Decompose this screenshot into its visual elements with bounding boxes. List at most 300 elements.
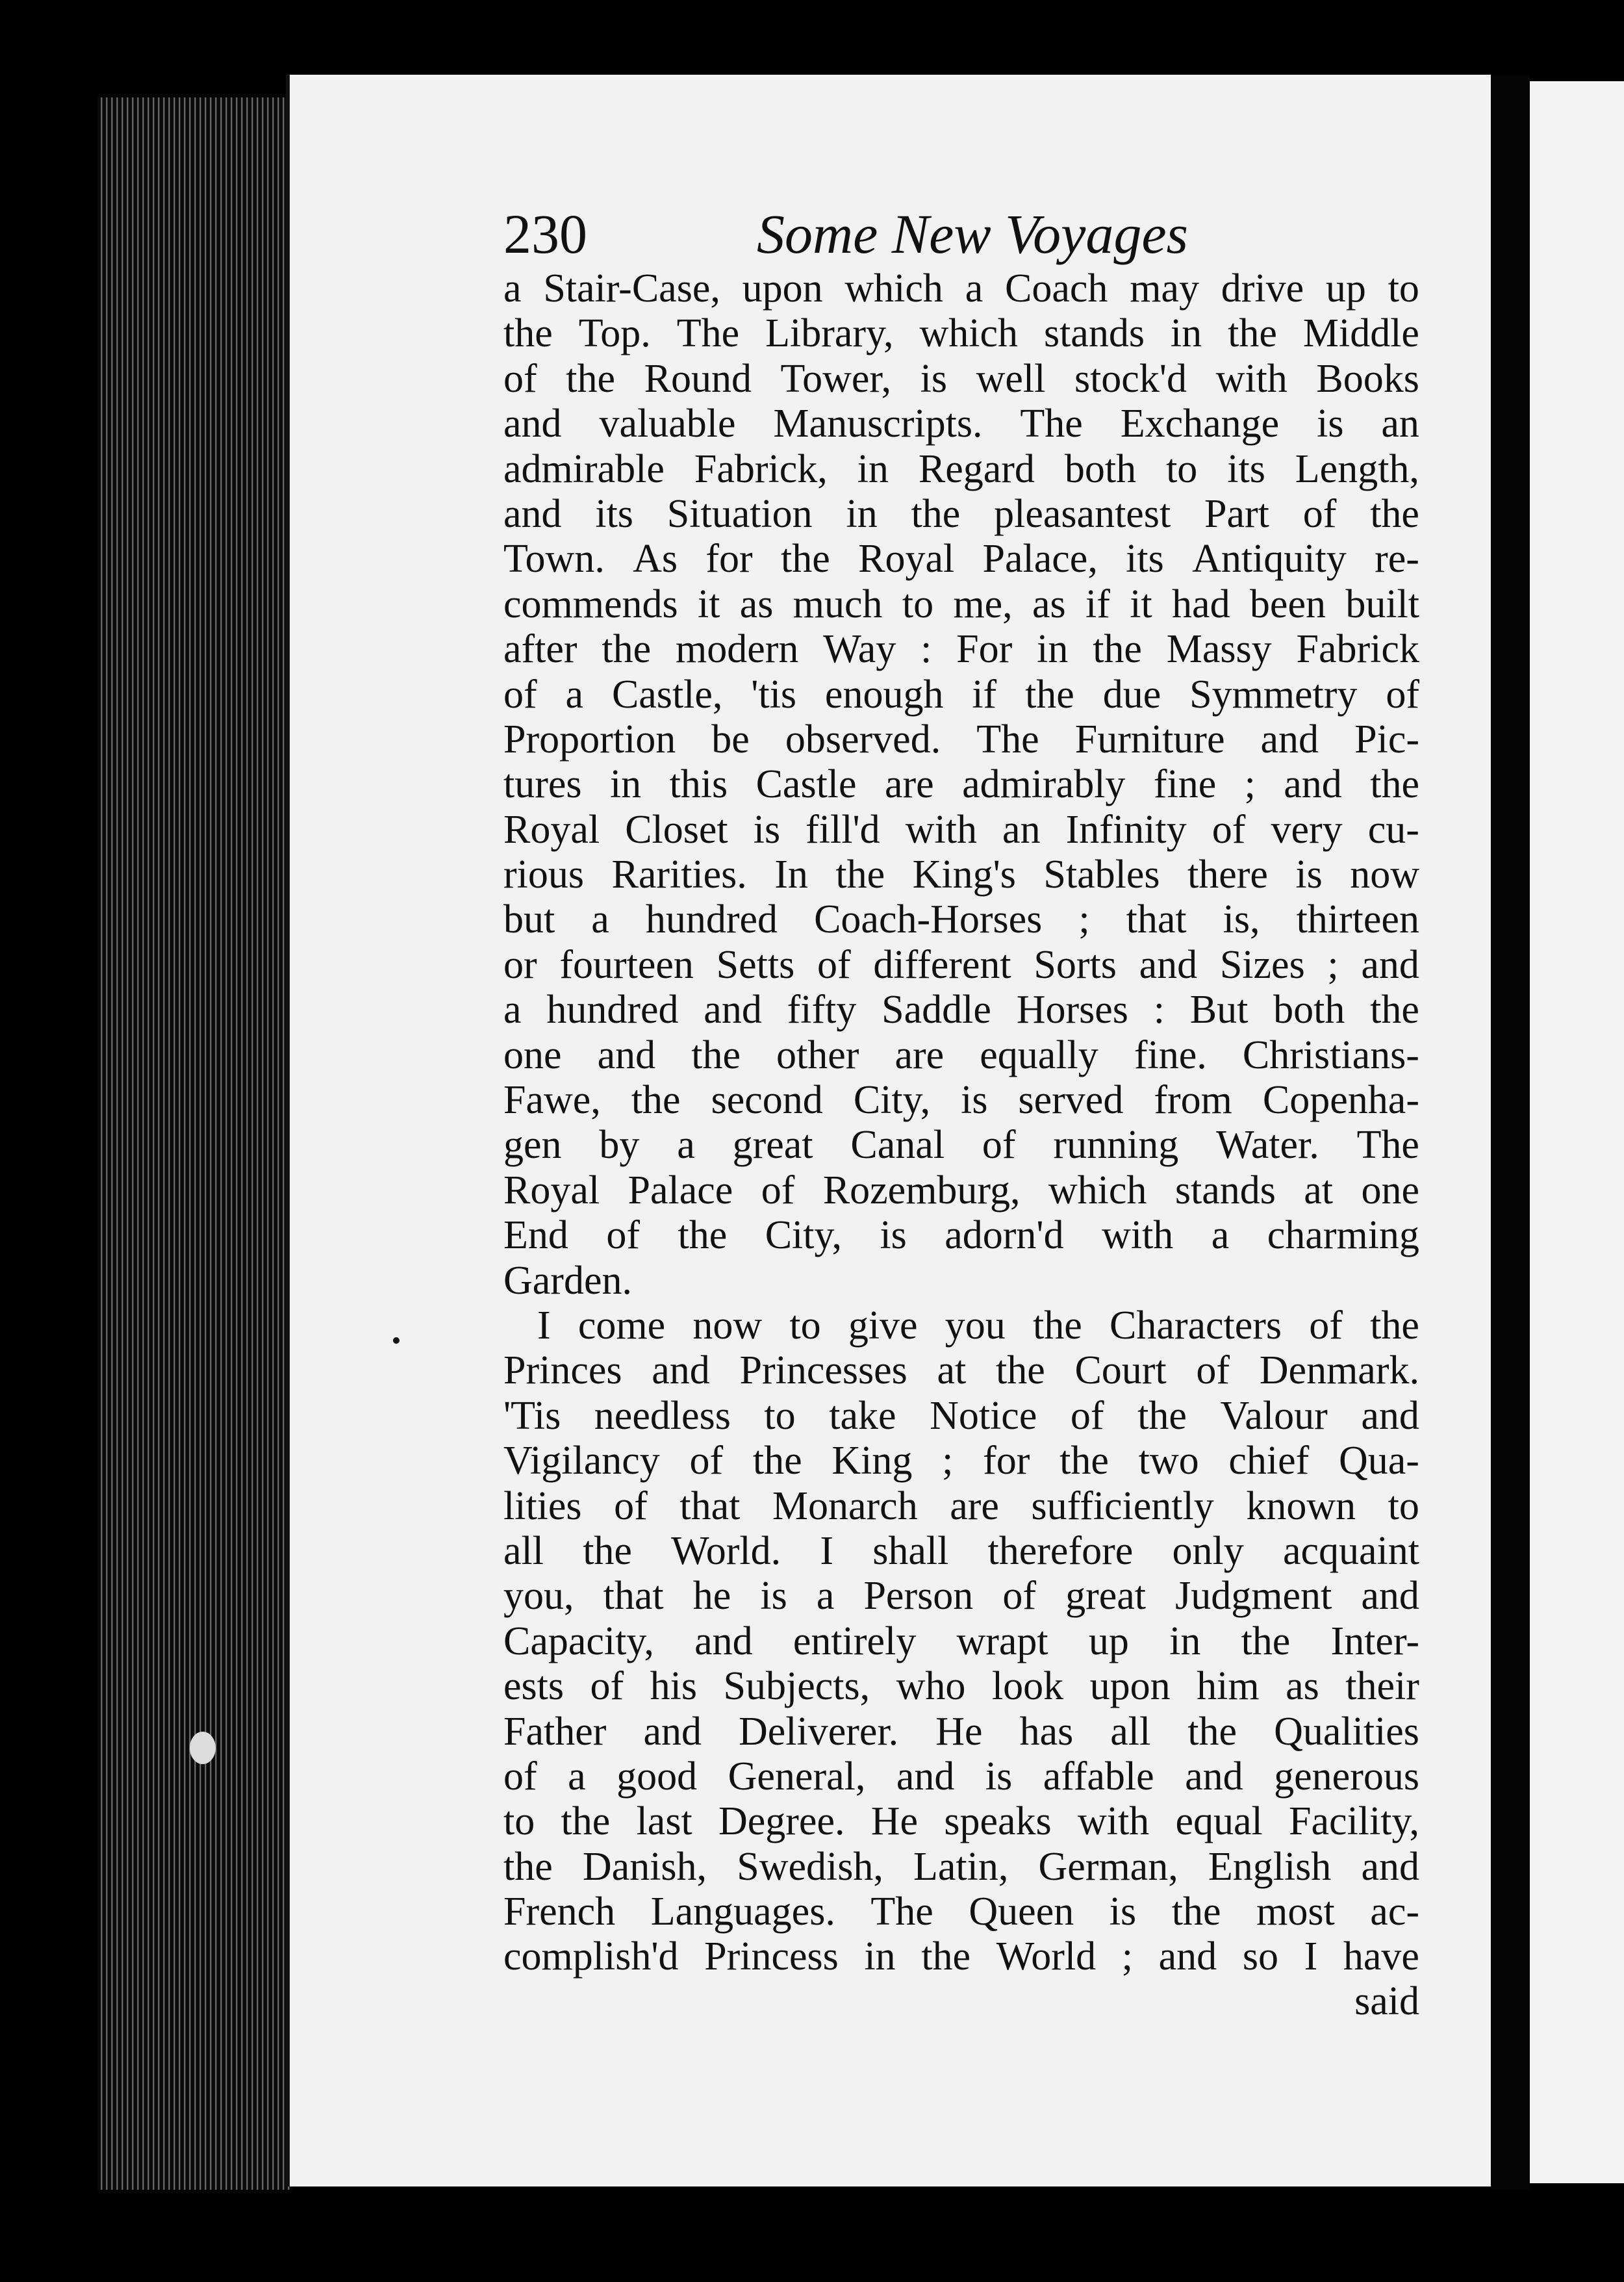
word: it xyxy=(1130,582,1152,626)
word: and xyxy=(1158,1934,1217,1979)
word: the xyxy=(995,1348,1045,1393)
word: Person xyxy=(863,1574,974,1619)
word: up xyxy=(1325,266,1366,311)
word: at xyxy=(1304,1168,1334,1212)
word: City, xyxy=(853,1078,931,1123)
word: Father xyxy=(503,1709,607,1754)
word: Castle xyxy=(755,762,857,807)
word: Characters xyxy=(1109,1303,1282,1348)
word: so xyxy=(1242,1934,1278,1979)
word: Princes xyxy=(503,1348,622,1393)
word: speaks xyxy=(944,1799,1052,1844)
word: Palace, xyxy=(982,537,1098,582)
word: and xyxy=(503,491,562,536)
word: Fawe, xyxy=(503,1078,601,1123)
word: up xyxy=(1088,1619,1129,1663)
word: the xyxy=(781,537,830,582)
word: it xyxy=(697,582,720,626)
word: the xyxy=(1093,627,1142,672)
word: and xyxy=(1260,717,1319,762)
word: I xyxy=(820,1528,833,1573)
word: their xyxy=(1345,1664,1419,1709)
word: great xyxy=(732,1123,813,1168)
word: modern xyxy=(675,627,799,672)
word: Middle xyxy=(1302,311,1419,356)
word: with xyxy=(1102,1213,1174,1258)
word: one xyxy=(503,1032,562,1077)
word: Court xyxy=(1074,1348,1167,1393)
word: equal xyxy=(1175,1799,1263,1844)
word: to xyxy=(902,582,934,626)
word: which xyxy=(844,266,943,311)
word: an xyxy=(1002,807,1041,852)
word: as xyxy=(1286,1664,1319,1709)
word: for xyxy=(705,537,753,582)
word: that xyxy=(1126,897,1187,942)
word: observed. xyxy=(785,717,941,762)
word: the xyxy=(678,1213,728,1258)
word: after xyxy=(503,627,577,672)
word: He xyxy=(935,1709,983,1754)
word: Furniture xyxy=(1074,717,1225,762)
word: which xyxy=(1048,1168,1147,1212)
word: with xyxy=(1077,1799,1150,1844)
text-line xyxy=(503,762,1419,807)
word: you xyxy=(945,1303,1006,1348)
word: its xyxy=(1126,537,1164,582)
word: wrapt xyxy=(956,1619,1048,1663)
word: other xyxy=(776,1032,859,1077)
word: the xyxy=(1370,762,1419,807)
word: in xyxy=(1037,627,1069,672)
word: affable xyxy=(1043,1754,1154,1799)
word: Deliverer. xyxy=(739,1709,899,1754)
word: the xyxy=(583,1528,632,1573)
word: is, xyxy=(1223,897,1260,942)
word: the xyxy=(1033,1303,1082,1348)
word: of xyxy=(1070,1393,1104,1438)
word: The xyxy=(976,717,1039,762)
word: of xyxy=(1002,1574,1036,1619)
word: equally xyxy=(980,1032,1098,1077)
word: For xyxy=(956,627,1013,672)
word: is xyxy=(961,1078,988,1123)
word: and xyxy=(1361,1393,1419,1438)
word: Regard xyxy=(918,446,1035,491)
word: of xyxy=(1302,491,1337,536)
text-line xyxy=(503,808,1419,853)
text-line xyxy=(503,1348,1419,1393)
word: stock'd xyxy=(1074,356,1187,401)
word: of xyxy=(606,1213,640,1258)
word: to xyxy=(1166,446,1198,491)
word: adorn'd xyxy=(945,1213,1064,1258)
word: who xyxy=(896,1664,966,1709)
word: The xyxy=(1020,402,1083,446)
word: the xyxy=(561,1799,611,1844)
text-line xyxy=(503,1890,1419,1934)
word: good xyxy=(616,1754,698,1799)
word: Copenha- xyxy=(1262,1078,1419,1123)
word: Sizes xyxy=(1219,942,1305,987)
word: in xyxy=(1169,1619,1201,1663)
text-line xyxy=(503,266,1419,311)
word: be xyxy=(711,717,750,762)
paper-speck xyxy=(190,1732,216,1764)
word: Valour xyxy=(1220,1393,1328,1438)
word: Denmark. xyxy=(1259,1348,1419,1393)
text-line xyxy=(503,1934,1419,1979)
word: French xyxy=(503,1890,616,1934)
word: the xyxy=(1370,988,1419,1032)
text-line xyxy=(503,988,1419,1032)
word: to xyxy=(1388,266,1419,311)
word: of xyxy=(614,1483,648,1528)
word: 'tis xyxy=(751,672,797,717)
word: been xyxy=(1249,582,1326,626)
text-line xyxy=(503,1033,1419,1078)
word: Capacity, xyxy=(503,1619,654,1663)
word: valuable xyxy=(599,402,736,446)
word: in xyxy=(846,491,878,536)
text-line xyxy=(503,853,1419,897)
word: well xyxy=(976,356,1046,401)
word: is xyxy=(920,356,947,401)
word: Horses xyxy=(1016,988,1128,1032)
word: But xyxy=(1189,988,1249,1032)
word: his xyxy=(650,1664,698,1709)
word: there xyxy=(1187,853,1268,897)
text-line xyxy=(503,627,1419,672)
word: of xyxy=(1212,807,1246,852)
word: an xyxy=(1381,402,1419,446)
word: fill'd xyxy=(806,807,880,852)
word: enough xyxy=(824,672,944,717)
word: for xyxy=(983,1439,1030,1483)
word: Proportion xyxy=(503,717,676,762)
word: Way xyxy=(823,627,896,672)
word: Library, xyxy=(765,311,894,356)
word: a xyxy=(568,1754,586,1799)
body-text xyxy=(503,266,1419,1980)
word: great xyxy=(1065,1574,1147,1619)
word: and xyxy=(652,1348,710,1393)
word: is xyxy=(985,1754,1013,1799)
word: and xyxy=(1361,1844,1419,1889)
word: Town. xyxy=(503,537,605,582)
word: Palace xyxy=(628,1168,733,1212)
running-title: Some New Voyages xyxy=(757,203,1188,265)
word: cu- xyxy=(1367,807,1419,852)
word: a xyxy=(503,988,522,1032)
word: of xyxy=(982,1123,1016,1168)
word: commends xyxy=(503,582,678,626)
word: and xyxy=(1139,942,1198,987)
word: with xyxy=(905,807,977,852)
word: Swedish, xyxy=(737,1844,883,1889)
word: the xyxy=(602,627,652,672)
word: to xyxy=(503,1799,535,1844)
word: at xyxy=(937,1348,967,1393)
word: me, xyxy=(953,582,1013,626)
word: all xyxy=(503,1528,544,1573)
word: Stables xyxy=(1043,853,1160,897)
word: stands xyxy=(1174,1168,1276,1212)
text-line xyxy=(503,1574,1419,1619)
word: due xyxy=(1102,672,1161,717)
word: its xyxy=(595,491,633,536)
word: Royal xyxy=(503,1168,600,1212)
word: : xyxy=(1153,988,1165,1032)
text-line xyxy=(503,1529,1419,1574)
word: to xyxy=(1388,1483,1419,1528)
word: Sorts xyxy=(1034,942,1117,987)
word: ac- xyxy=(1370,1890,1419,1934)
page-edges xyxy=(97,97,292,2190)
word: both xyxy=(1064,446,1137,491)
word: Exchange xyxy=(1120,402,1280,446)
word: rious xyxy=(503,853,584,897)
word: World. xyxy=(671,1528,781,1573)
word: needless xyxy=(594,1393,731,1438)
word: The xyxy=(1356,1123,1419,1168)
word: thirteen xyxy=(1296,897,1419,942)
word: Infinity xyxy=(1065,807,1187,852)
word: charming xyxy=(1267,1213,1419,1258)
word: upon xyxy=(1089,1664,1171,1709)
word: Princesses xyxy=(739,1348,907,1393)
word: ; xyxy=(1244,762,1256,807)
word: in xyxy=(864,1934,896,1979)
word: the xyxy=(921,1934,971,1979)
word: Closet xyxy=(625,807,728,852)
word: Castle, xyxy=(611,672,723,717)
text-line xyxy=(503,1664,1419,1709)
word: has xyxy=(1019,1709,1074,1754)
page-number: 230 xyxy=(503,203,587,265)
word: Massy xyxy=(1166,627,1272,672)
word: give xyxy=(848,1303,918,1348)
text-line xyxy=(503,1845,1419,1890)
word: the xyxy=(503,311,553,356)
word: ; xyxy=(1078,897,1090,942)
word: the xyxy=(1059,1439,1109,1483)
word: As xyxy=(633,537,678,582)
text-line xyxy=(503,1754,1419,1799)
word: English xyxy=(1208,1844,1332,1889)
word: the xyxy=(1187,1709,1237,1754)
word: very xyxy=(1271,807,1343,852)
word: with xyxy=(1215,356,1288,401)
text-line xyxy=(503,1168,1419,1213)
word: Rarities. xyxy=(611,853,747,897)
word: a xyxy=(565,672,584,717)
word: but xyxy=(503,897,555,942)
word: and xyxy=(643,1709,702,1754)
word: Qua- xyxy=(1338,1439,1419,1483)
word: much xyxy=(793,582,883,626)
text-line xyxy=(503,1439,1419,1483)
word: Royal xyxy=(503,807,600,852)
text-line xyxy=(503,537,1419,582)
word: Fabrick xyxy=(1296,627,1419,672)
word: is xyxy=(880,1213,907,1258)
word: Danish, xyxy=(582,1844,707,1889)
word: last xyxy=(636,1799,692,1844)
word: generous xyxy=(1274,1754,1419,1799)
word: of xyxy=(817,942,851,987)
word: different xyxy=(873,942,1011,987)
word: in xyxy=(857,446,889,491)
word: the xyxy=(835,853,885,897)
word: The xyxy=(676,311,740,356)
word: and xyxy=(1361,942,1419,987)
word: is xyxy=(1109,1890,1137,1934)
word: Qualities xyxy=(1274,1709,1419,1754)
word: now xyxy=(692,1303,763,1348)
word: Royal xyxy=(858,537,955,582)
word: as xyxy=(1032,582,1066,626)
word: gen xyxy=(503,1123,562,1168)
word: if xyxy=(972,672,997,717)
word: the xyxy=(1171,1890,1221,1934)
word: may xyxy=(1130,266,1199,311)
word: the xyxy=(566,356,615,401)
word: fourteen xyxy=(559,942,694,987)
word: to xyxy=(789,1303,821,1348)
word: Languages. xyxy=(650,1890,835,1934)
text-line xyxy=(503,1303,1419,1348)
word: is xyxy=(1317,402,1344,446)
word: Symmetry xyxy=(1189,672,1358,717)
word: stands xyxy=(1043,311,1145,356)
word: and xyxy=(704,988,762,1032)
word: Coach xyxy=(1005,266,1108,311)
word: second xyxy=(711,1078,823,1123)
word: the xyxy=(1241,1619,1291,1663)
text-line xyxy=(503,1710,1419,1754)
word: if xyxy=(1085,582,1110,626)
word: him xyxy=(1197,1664,1260,1709)
word: and xyxy=(597,1032,656,1077)
word: I xyxy=(537,1303,551,1348)
word: Latin, xyxy=(913,1844,1009,1889)
word: Facility, xyxy=(1289,1799,1419,1844)
word: of xyxy=(1386,672,1419,717)
word: fifty xyxy=(787,988,857,1032)
word: that xyxy=(679,1483,741,1528)
word: ests xyxy=(503,1664,564,1709)
word: Water. xyxy=(1216,1123,1319,1168)
word: Round xyxy=(644,356,752,401)
word: its xyxy=(1227,446,1265,491)
word: served xyxy=(1018,1078,1124,1123)
text-line xyxy=(503,1484,1419,1529)
word: Degree. xyxy=(718,1799,845,1844)
word: or xyxy=(503,942,537,987)
word: and xyxy=(1284,762,1342,807)
word: a xyxy=(816,1574,835,1619)
text-line xyxy=(503,447,1419,492)
word: Books xyxy=(1316,356,1419,401)
text-line xyxy=(503,402,1419,446)
word: Subjects, xyxy=(723,1664,870,1709)
word: Judgment xyxy=(1175,1574,1332,1619)
text-line xyxy=(503,1394,1419,1439)
word: King xyxy=(831,1439,913,1483)
word: the xyxy=(752,1439,802,1483)
word: as xyxy=(739,582,774,626)
word: the xyxy=(1137,1393,1187,1438)
word: chief xyxy=(1228,1439,1310,1483)
book-gutter xyxy=(1491,75,1530,2190)
text-line: Garden. xyxy=(503,1258,632,1303)
text-line xyxy=(503,717,1419,762)
word: drive xyxy=(1221,266,1304,311)
text-line xyxy=(503,673,1419,717)
word: tures xyxy=(503,762,582,807)
word: have xyxy=(1343,1934,1419,1979)
word: Monarch xyxy=(772,1483,918,1528)
ink-dot xyxy=(393,1337,400,1344)
word: are xyxy=(894,1032,945,1077)
text-line xyxy=(503,311,1419,356)
text-line xyxy=(503,943,1419,988)
word: sufficiently xyxy=(1031,1483,1214,1528)
word: Princess xyxy=(704,1934,839,1979)
word: of xyxy=(590,1664,624,1709)
word: Coach-Horses xyxy=(814,897,1043,942)
word: lities xyxy=(503,1483,582,1528)
word: and xyxy=(1185,1754,1243,1799)
word: by xyxy=(599,1123,640,1168)
word: running xyxy=(1053,1123,1179,1168)
word: that xyxy=(603,1574,664,1619)
word: all xyxy=(1110,1709,1151,1754)
word: The xyxy=(870,1890,933,1934)
word: acquaint xyxy=(1282,1528,1419,1573)
word: pleasantest xyxy=(994,491,1171,536)
word: come xyxy=(577,1303,666,1348)
word: a xyxy=(503,266,522,311)
word: shall xyxy=(872,1528,949,1573)
word: known xyxy=(1246,1483,1356,1528)
word: German, xyxy=(1038,1844,1178,1889)
word: : xyxy=(920,627,932,672)
word: Pic- xyxy=(1354,717,1419,762)
word: I xyxy=(1304,1934,1318,1979)
word: and xyxy=(503,402,562,446)
text-line xyxy=(503,1078,1419,1123)
text-line xyxy=(503,1123,1419,1168)
word: Saddle xyxy=(882,988,991,1032)
text-line xyxy=(503,897,1419,942)
word: hundred xyxy=(645,897,778,942)
word: is xyxy=(753,807,781,852)
word: is xyxy=(1295,853,1323,897)
text-line xyxy=(503,1619,1419,1664)
word: Inter- xyxy=(1330,1619,1419,1663)
word: the xyxy=(1370,1303,1419,1348)
word: and xyxy=(896,1754,955,1799)
text-line xyxy=(503,582,1419,627)
word: a xyxy=(591,897,609,942)
word: he xyxy=(692,1574,731,1619)
word: are xyxy=(884,762,934,807)
word: of xyxy=(503,356,537,401)
word: a xyxy=(965,266,983,311)
text-line xyxy=(503,357,1419,402)
